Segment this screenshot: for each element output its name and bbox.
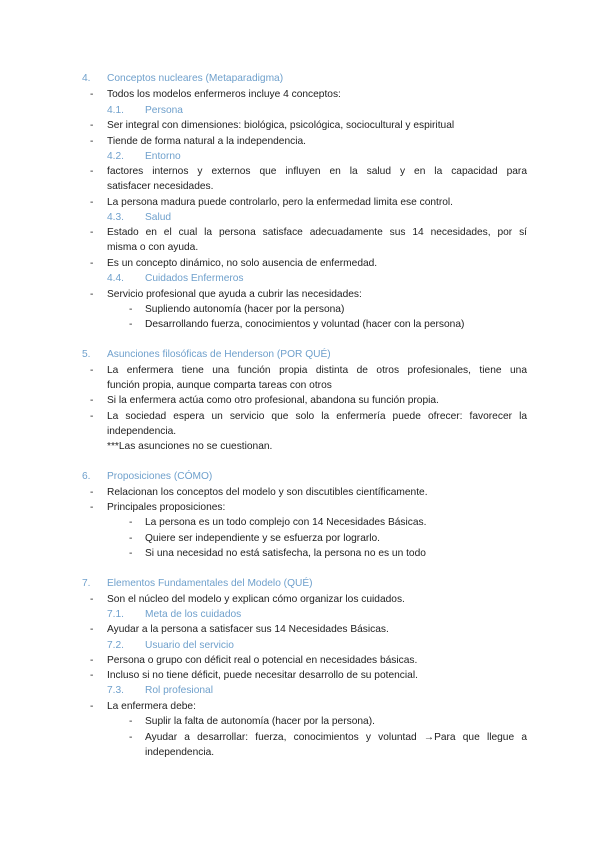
item-text: Son el núcleo del modelo y explican cómo organizar los cuidados. — [107, 594, 405, 605]
list-item — [0, 653, 600, 668]
list-item — [0, 164, 600, 179]
item-text: Ayudar a la persona a satisfacer sus 14 Necesidades Básicas. — [107, 624, 389, 635]
item-text: factores internos y externos que influyen en la salud y en la capacidad para — [107, 166, 527, 177]
item-text: Todos los modelos enfermeros incluye 4 conceptos: — [107, 89, 341, 100]
item-text: La enfermera debe: — [107, 701, 196, 712]
section-4-heading — [0, 71, 600, 86]
dash-bullet: - — [90, 289, 94, 300]
nested-list-item — [0, 531, 600, 546]
item-text: satisfacer necesidades. — [107, 181, 214, 192]
subsection-4-3-heading — [0, 210, 600, 225]
item-text: Principales proposiciones: — [107, 502, 226, 513]
item-text: Suplir la falta de autonomía (hacer por la persona). — [145, 716, 375, 727]
dash-bullet: - — [90, 120, 94, 131]
dash-bullet: - — [90, 624, 94, 635]
subsection-title: Persona — [145, 105, 183, 116]
dash-bullet: - — [90, 136, 94, 147]
section-5-heading — [0, 347, 600, 362]
nested-list-item — [0, 302, 600, 317]
dash-bullet: - — [90, 594, 94, 605]
nested-list-item — [0, 515, 600, 530]
section-number: 5. — [82, 349, 91, 360]
dash-bullet: - — [129, 716, 133, 727]
section-number: 4. — [82, 73, 91, 84]
dash-bullet: - — [129, 533, 133, 544]
dash-bullet: - — [90, 258, 94, 269]
subsection-number: 7.3. — [107, 685, 124, 696]
subsection-4-2-heading — [0, 149, 600, 164]
section-7-heading — [0, 576, 600, 591]
subsection-4-4-heading — [0, 271, 600, 286]
item-text: Estado en el cual la persona satisface adecuadamente sus 14 necesidades, por sí — [107, 227, 527, 238]
item-text: independencia. — [107, 426, 177, 437]
dash-bullet: - — [129, 517, 133, 528]
subsection-number: 7.1. — [107, 609, 124, 620]
item-text: La persona madura puede controlarlo, pero la enfermedad limita ese control. — [107, 197, 454, 208]
subsection-7-2-heading — [0, 638, 600, 653]
section-title: Conceptos nucleares (Metaparadigma) — [107, 73, 284, 84]
item-text: Es un concepto dinámico, no solo ausencia de enfermedad. — [107, 258, 378, 269]
subsection-title: Usuario del servicio — [145, 640, 234, 651]
list-item — [0, 393, 600, 408]
list-item — [0, 195, 600, 210]
dash-bullet: - — [129, 304, 133, 315]
item-text: La persona es un todo complejo con 14 Necesidades Básicas. — [145, 517, 427, 528]
subsection-title: Rol profesional — [145, 685, 213, 696]
list-item — [0, 500, 600, 515]
dash-bullet: - — [129, 732, 133, 743]
note-text: ***Las asunciones no se cuestionan. — [107, 441, 273, 452]
list-item — [0, 134, 600, 149]
subsection-number: 4.2. — [107, 151, 124, 162]
list-item — [0, 225, 600, 240]
dash-bullet: - — [90, 487, 94, 498]
subsection-number: 4.3. — [107, 212, 124, 223]
section-title: Proposiciones (CÓMO) — [107, 471, 213, 482]
item-text: La sociedad espera un servicio que solo la enfermería puede ofrecer: favorecer la — [107, 411, 527, 422]
list-item — [0, 592, 600, 607]
item-text: Ser integral con dimensiones: biológica, psicológica, sociocultural y espiritual — [107, 120, 455, 131]
list-item — [0, 363, 600, 378]
item-text: Desarrollando fuerza, conocimientos y voluntad (hacer con la persona) — [145, 319, 465, 330]
list-item-continuation — [0, 179, 600, 194]
item-text: misma o con ayuda. — [107, 242, 199, 253]
dash-bullet: - — [129, 319, 133, 330]
item-text: Ayudar a desarrollar: fuerza, conocimientos y voluntad →Para que llegue a — [145, 732, 527, 743]
item-text: Persona o grupo con déficit real o potencial en necesidades básicas. — [107, 655, 418, 666]
section-number: 7. — [82, 578, 91, 589]
item-text: Si la enfermera actúa como otro profesional, abandona su función propia. — [107, 395, 439, 406]
item-text: La enfermera tiene una función propia distinta de otros profesionales, tiene una — [107, 365, 527, 376]
subsection-title: Entorno — [145, 151, 181, 162]
list-item — [0, 118, 600, 133]
section-title: Asunciones filosóficas de Henderson (POR QUÉ) — [107, 349, 331, 360]
list-item — [0, 287, 600, 302]
item-text: Relacionan los conceptos del modelo y son discutibles científicamente. — [107, 487, 428, 498]
list-item-continuation — [0, 378, 600, 393]
subsection-title: Cuidados Enfermeros — [145, 273, 244, 284]
dash-bullet: - — [90, 701, 94, 712]
item-text: Tiende de forma natural a la independencia. — [107, 136, 306, 147]
subsection-number: 4.1. — [107, 105, 124, 116]
note-line — [0, 439, 600, 454]
item-text: Supliendo autonomía (hacer por la persona) — [145, 304, 345, 315]
nested-list-item-continuation — [0, 745, 600, 760]
dash-bullet: - — [90, 655, 94, 666]
item-text: Si una necesidad no está satisfecha, la persona no es un todo — [145, 548, 426, 559]
dash-bullet: - — [90, 227, 94, 238]
item-text: Servicio profesional que ayuda a cubrir las necesidades: — [107, 289, 362, 300]
list-item — [0, 668, 600, 683]
subsection-7-1-heading — [0, 607, 600, 622]
nested-list-item — [0, 714, 600, 729]
list-item — [0, 485, 600, 500]
nested-list-item — [0, 546, 600, 561]
nested-list-item — [0, 730, 600, 745]
list-item — [0, 622, 600, 637]
dash-bullet: - — [90, 365, 94, 376]
list-item-continuation — [0, 424, 600, 439]
list-item — [0, 409, 600, 424]
subsection-title: Salud — [145, 212, 172, 223]
item-text: independencia. — [145, 747, 215, 758]
dash-bullet: - — [90, 89, 94, 100]
subsection-number: 4.4. — [107, 273, 124, 284]
dash-bullet: - — [90, 395, 94, 406]
section-6-heading — [0, 469, 600, 484]
nested-list-item — [0, 317, 600, 332]
dash-bullet: - — [90, 670, 94, 681]
dash-bullet: - — [90, 197, 94, 208]
dash-bullet: - — [129, 548, 133, 559]
section-number: 6. — [82, 471, 91, 482]
section-title: Elementos Fundamentales del Modelo (QUÉ) — [107, 578, 313, 589]
dash-bullet: - — [90, 166, 94, 177]
list-item — [0, 256, 600, 271]
list-item-continuation — [0, 240, 600, 255]
subsection-7-3-heading — [0, 683, 600, 698]
subsection-4-1-heading — [0, 103, 600, 118]
subsection-number: 7.2. — [107, 640, 124, 651]
subsection-title: Meta de los cuidados — [145, 609, 242, 620]
dash-bullet: - — [90, 502, 94, 513]
dash-bullet: - — [90, 411, 94, 422]
item-text: Incluso si no tiene déficit, puede necesitar desarrollo de su potencial. — [107, 670, 418, 681]
list-item — [0, 87, 600, 102]
list-item — [0, 699, 600, 714]
item-text: función propia, aunque comparta tareas con otros — [107, 380, 332, 391]
item-text: Quiere ser independiente y se esfuerza por lograrlo. — [145, 533, 381, 544]
